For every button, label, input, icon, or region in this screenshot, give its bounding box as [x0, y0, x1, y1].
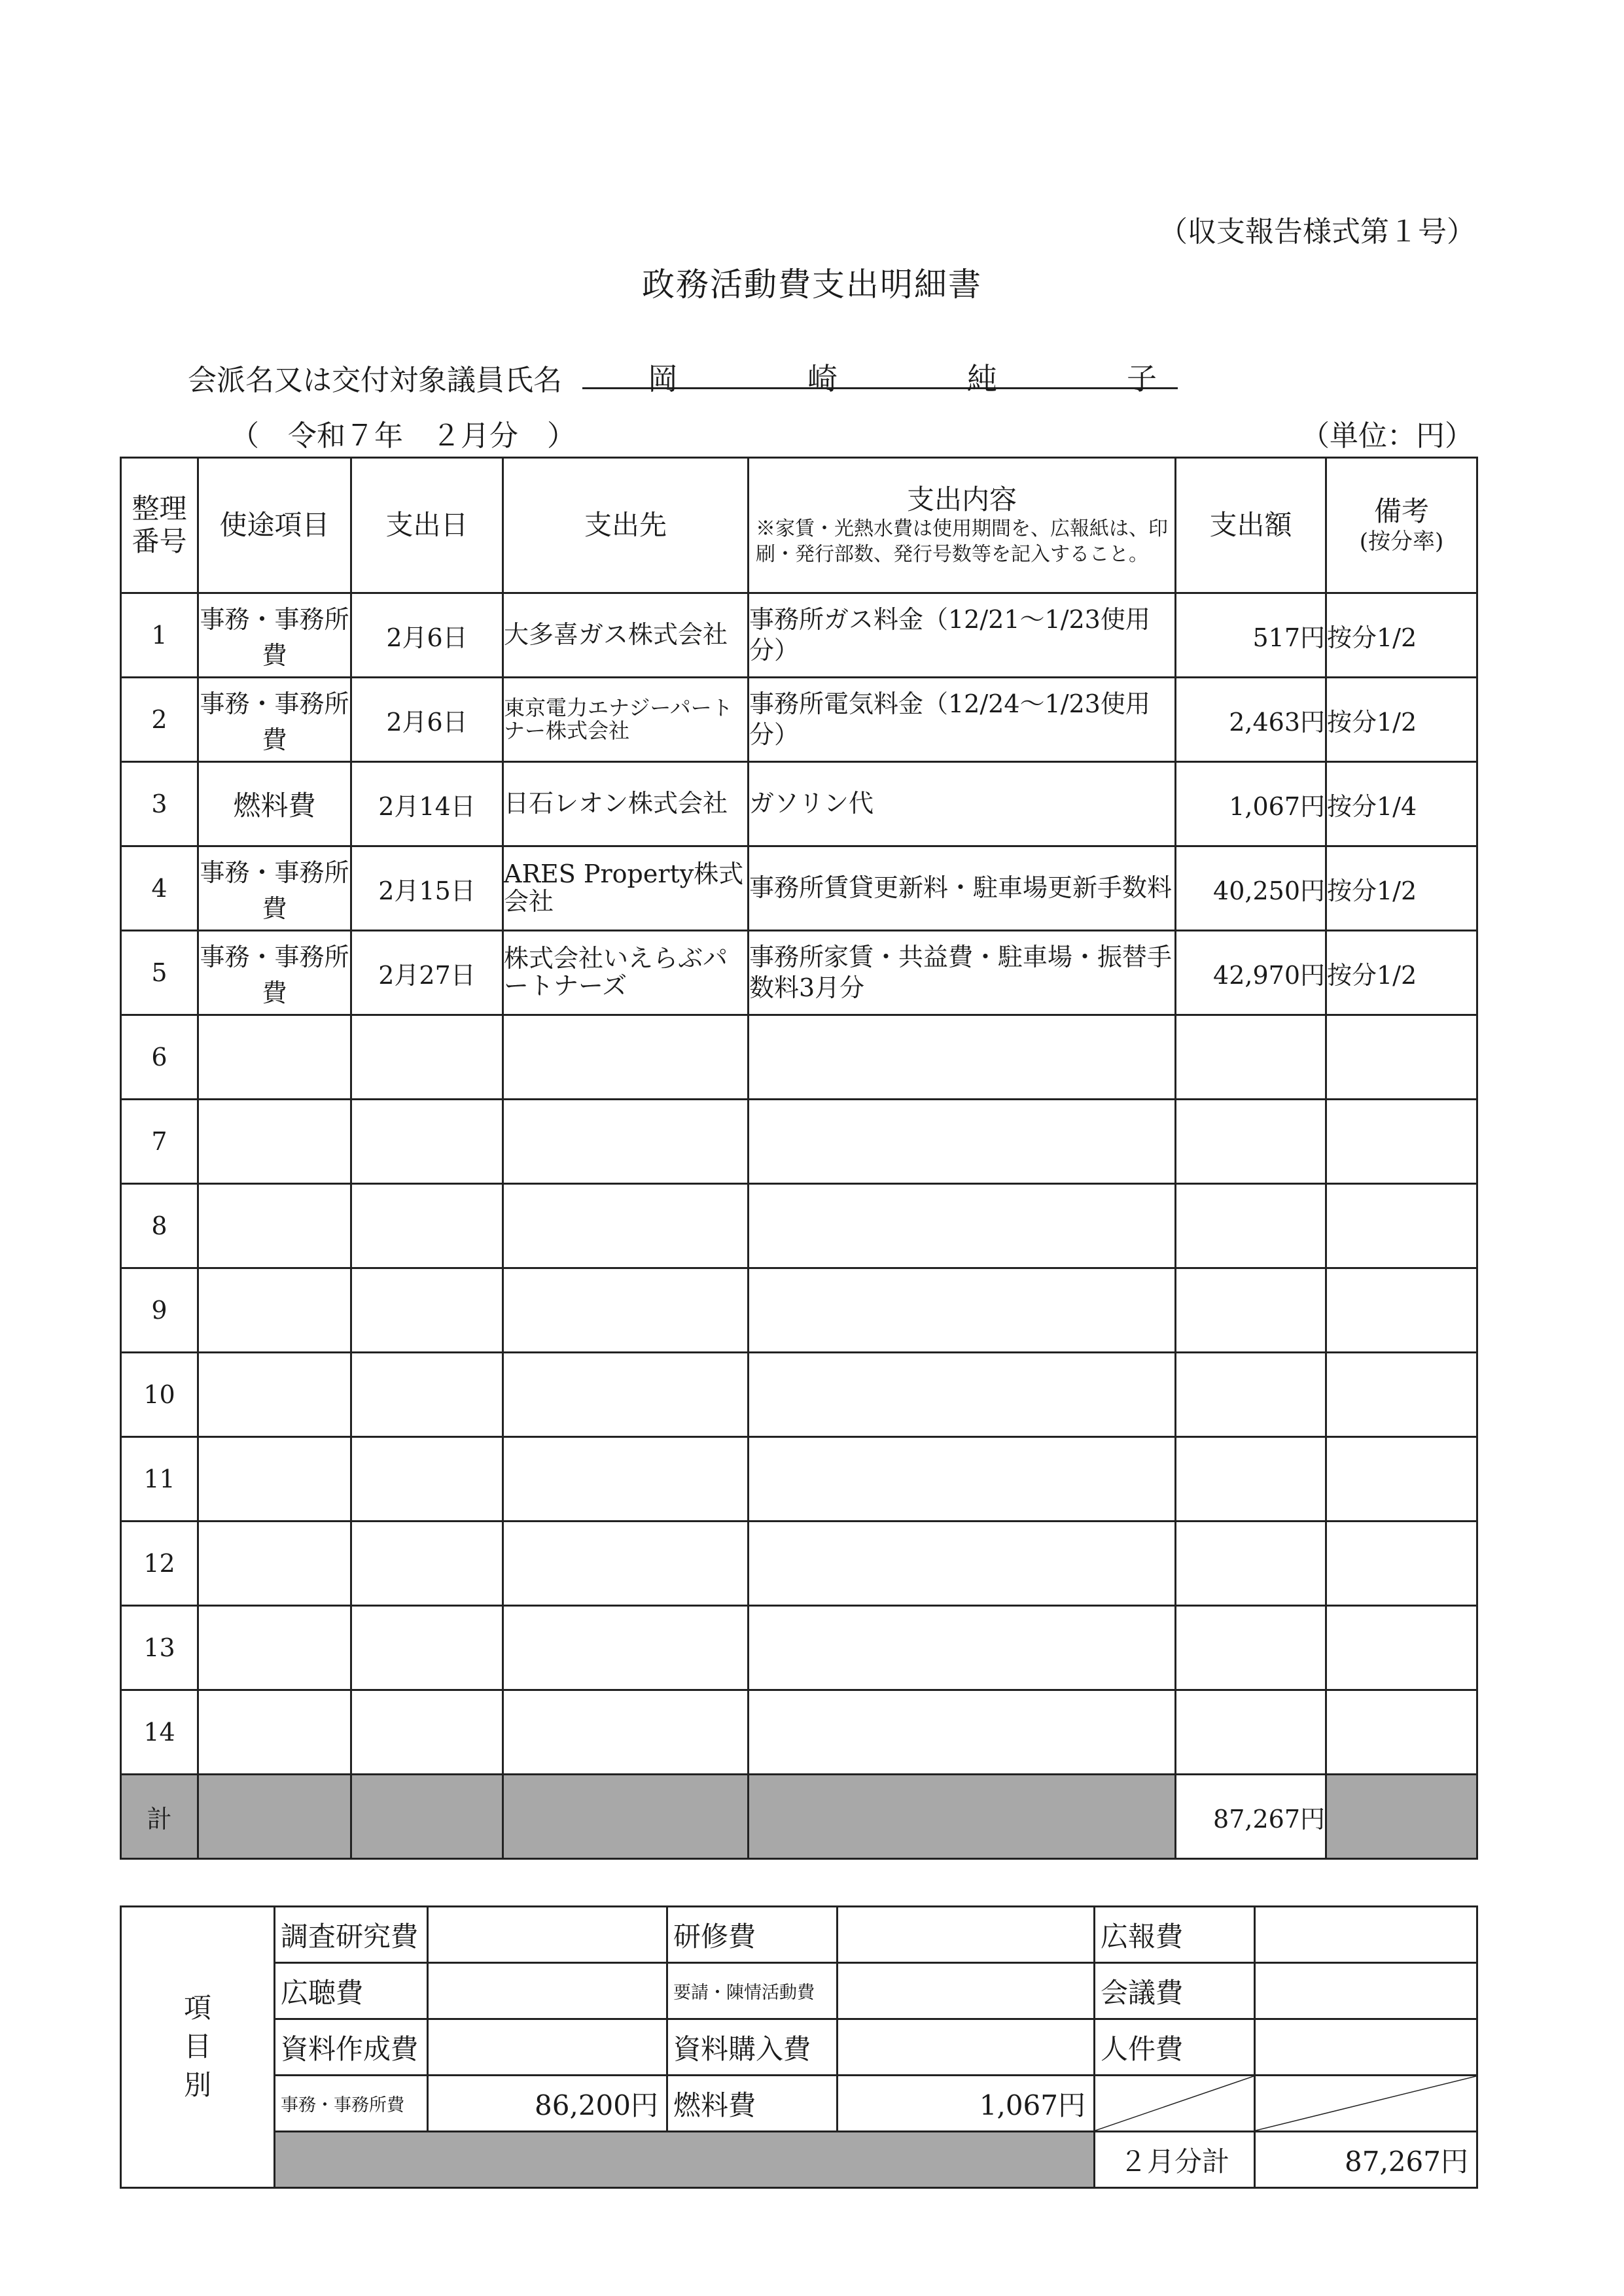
table-row — [121, 1690, 1477, 1775]
row-no: 13 — [121, 1606, 198, 1690]
row-no: 6 — [121, 1015, 198, 1100]
row-purpose: 事務・事務所費 — [198, 678, 351, 762]
header-content-note: ※家賃・光熱水費は使用期間を、広報紙は、印刷・発行部数、発行号数等を記入すること。 — [756, 517, 1168, 566]
row-note — [1326, 1268, 1477, 1353]
category-fuel: 燃料費 — [667, 2076, 838, 2132]
category-training-value — [838, 1907, 1095, 1963]
row-content: 事務所家賃・共益費・駐車場・振替手数料3月分 — [749, 931, 1176, 1015]
row-content — [749, 1015, 1176, 1100]
category-hearing-value — [428, 1963, 667, 2019]
row-date: 2月6日 — [351, 678, 503, 762]
row-amount — [1176, 1268, 1326, 1353]
row-date — [351, 1353, 503, 1437]
total-blank — [503, 1775, 749, 1859]
gray-blank — [275, 2132, 1095, 2188]
row-content — [749, 1353, 1176, 1437]
row-purpose: 事務・事務所費 — [198, 931, 351, 1015]
row-date: 2月6日 — [351, 593, 503, 678]
row-amount — [1176, 1015, 1326, 1100]
row-payee — [503, 1100, 749, 1184]
row-no: 7 — [121, 1100, 198, 1184]
name-char: 純 — [967, 361, 998, 396]
total-blank — [749, 1775, 1176, 1859]
name-char: 岡 — [648, 361, 679, 396]
row-amount — [1176, 1690, 1326, 1775]
table-row — [121, 1606, 1477, 1690]
row-note — [1326, 1184, 1477, 1268]
row-note: 按分1/2 — [1326, 678, 1477, 762]
row-purpose — [198, 1100, 351, 1184]
row-no: 1 — [121, 593, 198, 678]
row-date: 2月15日 — [351, 846, 503, 931]
total-amount: 87,267円 — [1176, 1775, 1326, 1859]
category-row — [121, 1907, 1477, 1963]
table-row — [121, 1100, 1477, 1184]
row-payee — [503, 1015, 749, 1100]
category-personnel: 人件費 — [1095, 2019, 1255, 2076]
category-office: 事務・事務所費 — [275, 2076, 428, 2132]
diagonal-line — [1095, 2076, 1254, 2131]
row-purpose: 事務・事務所費 — [198, 846, 351, 931]
row-purpose — [198, 1184, 351, 1268]
member-name — [582, 355, 1178, 396]
row-note: 按分1/4 — [1326, 762, 1477, 846]
row-content: ガソリン代 — [749, 762, 1176, 846]
header-content — [749, 458, 1176, 593]
row-purpose — [198, 1437, 351, 1522]
row-content — [749, 1522, 1176, 1606]
row-content — [749, 1437, 1176, 1522]
category-materials-purchase: 資料購入費 — [667, 2019, 838, 2076]
row-content — [749, 1268, 1176, 1353]
row-no: 12 — [121, 1522, 198, 1606]
row-amount — [1176, 1184, 1326, 1268]
total-row — [121, 1775, 1477, 1859]
row-note — [1326, 1522, 1477, 1606]
category-fuel-value: 1,067円 — [838, 2076, 1095, 2132]
row-amount — [1176, 1100, 1326, 1184]
table-row — [121, 1015, 1477, 1100]
row-content: 事務所賃貸更新料・駐車場更新手数料 — [749, 846, 1176, 931]
row-date — [351, 1690, 503, 1775]
row-purpose — [198, 1690, 351, 1775]
category-research: 調査研究費 — [275, 1907, 428, 1963]
row-date — [351, 1184, 503, 1268]
table-row — [121, 1184, 1477, 1268]
row-payee — [503, 1184, 749, 1268]
row-no: 9 — [121, 1268, 198, 1353]
unit-label: （単位：円） — [1301, 419, 1474, 453]
table-header-row — [121, 458, 1477, 593]
name-char: 子 — [1127, 361, 1158, 396]
header-purpose: 使途項目 — [198, 458, 351, 593]
row-payee — [503, 1353, 749, 1437]
row-note: 按分1/2 — [1326, 931, 1477, 1015]
row-note — [1326, 1606, 1477, 1690]
header-amount: 支出額 — [1176, 458, 1326, 593]
row-no: 3 — [121, 762, 198, 846]
row-payee — [503, 1690, 749, 1775]
table-row — [121, 1353, 1477, 1437]
row-amount — [1176, 1522, 1326, 1606]
category-office-value: 86,200円 — [428, 2076, 667, 2132]
diagonal-line — [1256, 2076, 1476, 2131]
name-label: 会派名又は交付対象議員氏名 — [188, 364, 562, 397]
table-row — [121, 678, 1477, 762]
category-research-value — [428, 1907, 667, 1963]
row-purpose — [198, 1268, 351, 1353]
row-no: 11 — [121, 1437, 198, 1522]
row-date — [351, 1606, 503, 1690]
expense-table — [120, 457, 1478, 1860]
row-note — [1326, 1437, 1477, 1522]
row-note: 按分1/2 — [1326, 593, 1477, 678]
row-date: 2月27日 — [351, 931, 503, 1015]
header-note: 備考 (按分率) — [1326, 458, 1477, 593]
row-no: 4 — [121, 846, 198, 931]
row-purpose — [198, 1015, 351, 1100]
form-number: （収支報告様式第１号） — [1159, 215, 1475, 249]
header-no: 整理 番号 — [121, 458, 198, 593]
category-row — [121, 1963, 1477, 2019]
row-date — [351, 1522, 503, 1606]
row-amount: 1,067円 — [1176, 762, 1326, 846]
row-content — [749, 1606, 1176, 1690]
name-char: 崎 — [807, 361, 839, 396]
row-payee — [503, 1268, 749, 1353]
row-amount: 42,970円 — [1176, 931, 1326, 1015]
category-summary-table — [120, 1905, 1478, 2189]
row-no: 10 — [121, 1353, 198, 1437]
category-side-label: 項 目 別 — [121, 1907, 275, 2188]
month-total-value: 87,267円 — [1255, 2132, 1477, 2188]
row-amount: 40,250円 — [1176, 846, 1326, 931]
row-amount — [1176, 1353, 1326, 1437]
row-payee: 東京電力エナジーパートナー株式会社 — [503, 678, 749, 762]
category-training: 研修費 — [667, 1907, 838, 1963]
total-blank — [1326, 1775, 1477, 1859]
category-personnel-value — [1255, 2019, 1477, 2076]
row-amount — [1176, 1437, 1326, 1522]
month-total-row — [121, 2132, 1477, 2188]
reporting-period: （ 令和７年 ２月分 ） — [230, 419, 576, 453]
row-purpose — [198, 1522, 351, 1606]
row-content — [749, 1100, 1176, 1184]
row-date — [351, 1100, 503, 1184]
total-label: 計 — [121, 1775, 198, 1859]
row-purpose — [198, 1606, 351, 1690]
category-meeting-value — [1255, 1963, 1477, 2019]
header-content-title: 支出内容 — [906, 483, 1017, 515]
row-note: 按分1/2 — [1326, 846, 1477, 931]
table-row — [121, 846, 1477, 931]
category-row — [121, 2019, 1477, 2076]
row-payee — [503, 1522, 749, 1606]
row-content — [749, 1690, 1176, 1775]
row-payee: 日石レオン株式会社 — [503, 762, 749, 846]
header-date: 支出日 — [351, 458, 503, 593]
row-purpose: 事務・事務所費 — [198, 593, 351, 678]
table-row — [121, 1437, 1477, 1522]
total-blank — [351, 1775, 503, 1859]
row-payee: 大多喜ガス株式会社 — [503, 593, 749, 678]
document-title: 政務活動費支出明細書 — [642, 266, 982, 304]
header-payee: 支出先 — [503, 458, 749, 593]
month-total-label: ２月分計 — [1095, 2132, 1255, 2188]
row-amount: 2,463円 — [1176, 678, 1326, 762]
row-payee: ARES Property株式会社 — [503, 846, 749, 931]
row-date — [351, 1015, 503, 1100]
table-row — [121, 762, 1477, 846]
table-row — [121, 593, 1477, 678]
row-date — [351, 1437, 503, 1522]
row-payee — [503, 1437, 749, 1522]
row-content: 事務所ガス料金（12/21～1/23使用分） — [749, 593, 1176, 678]
row-payee — [503, 1606, 749, 1690]
row-purpose: 燃料費 — [198, 762, 351, 846]
row-amount: 517円 — [1176, 593, 1326, 678]
row-purpose — [198, 1353, 351, 1437]
row-no: 8 — [121, 1184, 198, 1268]
row-note — [1326, 1690, 1477, 1775]
row-note — [1326, 1100, 1477, 1184]
row-no: 5 — [121, 931, 198, 1015]
category-pr: 広報費 — [1095, 1907, 1255, 1963]
table-row — [121, 1268, 1477, 1353]
category-petition: 要請・陳情活動費 — [667, 1963, 838, 2019]
table-row — [121, 931, 1477, 1015]
category-materials-creation-value — [428, 2019, 667, 2076]
row-date: 2月14日 — [351, 762, 503, 846]
category-petition-value — [838, 1963, 1095, 2019]
row-content — [749, 1184, 1176, 1268]
row-date — [351, 1268, 503, 1353]
category-row — [121, 2076, 1477, 2132]
row-no: 2 — [121, 678, 198, 762]
row-payee: 株式会社いえらぶパートナーズ — [503, 931, 749, 1015]
total-blank — [198, 1775, 351, 1859]
category-pr-value — [1255, 1907, 1477, 1963]
category-materials-purchase-value — [838, 2019, 1095, 2076]
row-note — [1326, 1015, 1477, 1100]
row-amount — [1176, 1606, 1326, 1690]
row-no: 14 — [121, 1690, 198, 1775]
blank-slash-cell — [1255, 2076, 1477, 2132]
category-materials-creation: 資料作成費 — [275, 2019, 428, 2076]
table-row — [121, 1522, 1477, 1606]
category-meeting: 会議費 — [1095, 1963, 1255, 2019]
row-note — [1326, 1353, 1477, 1437]
blank-slash-cell — [1095, 2076, 1255, 2132]
row-content: 事務所電気料金（12/24～1/23使用分） — [749, 678, 1176, 762]
category-hearing: 広聴費 — [275, 1963, 428, 2019]
